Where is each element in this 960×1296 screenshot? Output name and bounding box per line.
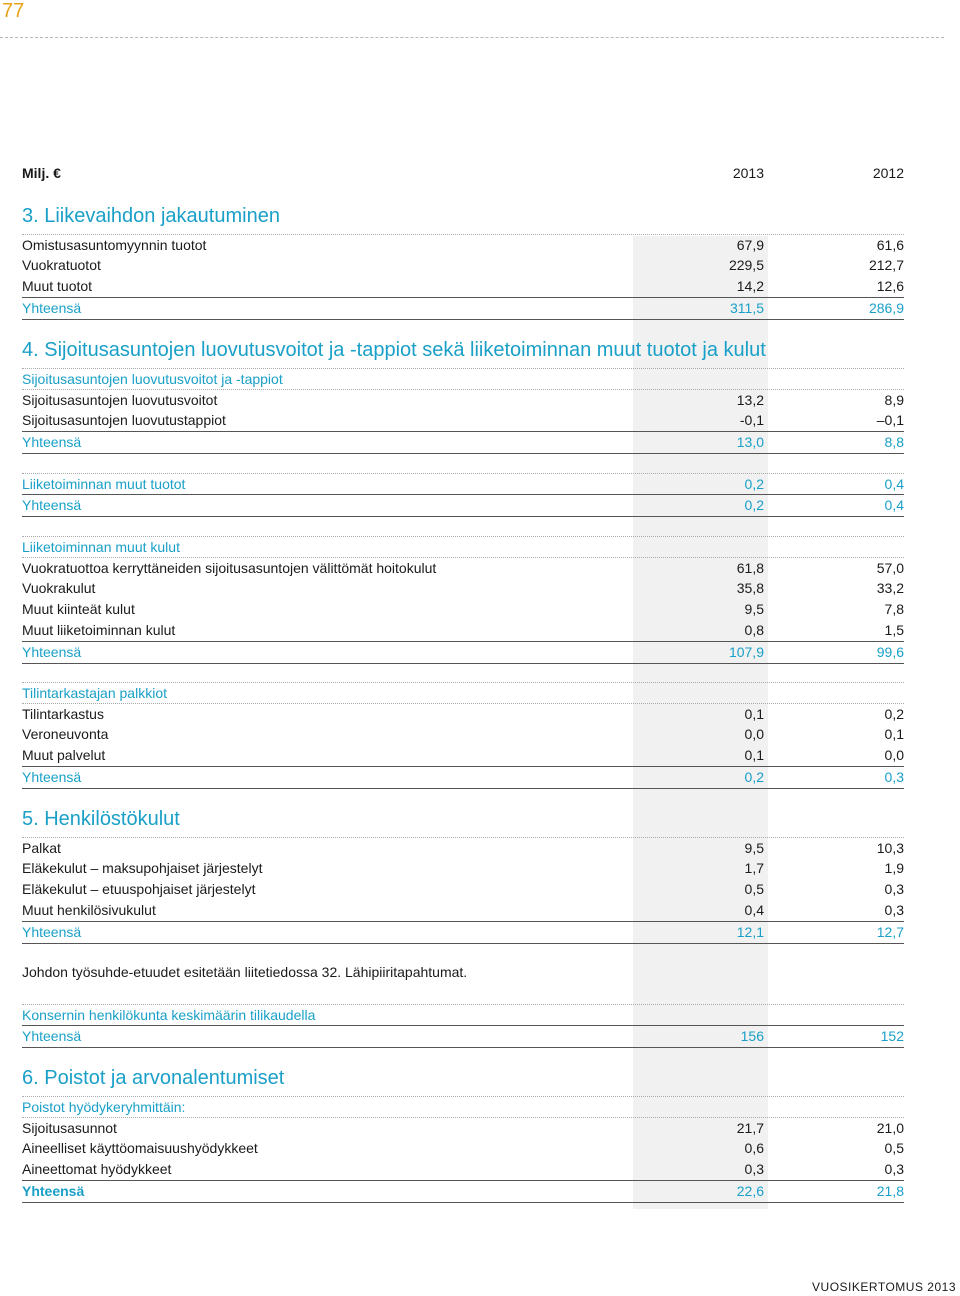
table-row: Muut palvelut 0,1 0,0 [22, 747, 904, 763]
table-row: Eläkekulut – etuuspohjaiset järjestelyt 0,5 0,3 [22, 881, 904, 897]
total-row: Yhteensä 12,1 12,7 [22, 921, 904, 944]
footer-label: VUOSIKERTOMUS 2013 [812, 1280, 956, 1294]
table-row: Sijoitusasuntojen luovutusvoitot 13,2 8,9 [22, 389, 904, 411]
table-row: Tilintarkastus 0,1 0,2 [22, 703, 904, 725]
top-divider [0, 37, 944, 38]
total-row: Yhteensä 311,5 286,9 [22, 297, 904, 320]
table-row: Muut kiinteät kulut 9,5 7,8 [22, 601, 904, 617]
table-row: Sijoitusasunnot 21,7 21,0 [22, 1117, 904, 1139]
year-2012-header: 2012 [872, 165, 904, 181]
table-row: Muut liiketoiminnan kulut 0,8 1,5 [22, 622, 904, 638]
table-row: Vuokrakulut 35,8 33,2 [22, 580, 904, 596]
subsection-title: Konsernin henkilökunta keskimäärin tilikaudella [22, 1004, 904, 1026]
total-row: Yhteensä 107,9 99,6 [22, 641, 904, 664]
total-row: Yhteensä 0,2 0,3 [22, 766, 904, 789]
table-row: Sijoitusasuntojen luovutustappiot -0,1 –0,1 [22, 412, 904, 428]
table-row: Muut tuotot 14,2 12,6 [22, 278, 904, 294]
footnote: Johdon työsuhde-etuudet esitetään liitetiedossa 32. Lähipiiritapahtumat. [22, 964, 468, 980]
table-row: Veroneuvonta 0,0 0,1 [22, 726, 904, 742]
unit-label: Milj. € [22, 165, 61, 181]
table-row: Omistusasuntomyynnin tuotot 67,9 61,6 [22, 234, 904, 256]
table-row: Vuokratuotot 229,5 212,7 [22, 257, 904, 273]
subsection-title: Sijoitusasuntojen luovutusvoitot ja -tappiot [22, 368, 904, 390]
table-row: Muut henkilösivukulut 0,4 0,3 [22, 902, 904, 918]
table-row: Eläkekulut – maksupohjaiset järjestelyt 1,7 1,9 [22, 860, 904, 876]
subsection-title: Liiketoiminnan muut kulut [22, 536, 904, 558]
section-4-title: 4. Sijoitusasuntojen luovutusvoitot ja -tappiot sekä liiketoiminnan muut tuotot ja kulut [22, 339, 766, 361]
section-6-title: 6. Poistot ja arvonalentumiset [22, 1067, 285, 1089]
subsection-title: Poistot hyödykeryhmittäin: [22, 1096, 904, 1118]
table-row: Aineettomat hyödykkeet 0,3 0,3 [22, 1161, 904, 1177]
table-row: Palkat 9,5 10,3 [22, 837, 904, 859]
column-header [22, 163, 904, 184]
total-row: Yhteensä 156 152 [22, 1025, 904, 1048]
table-row: Vuokratuottoa kerryttäneiden sijoitusasuntojen välittömät hoitokulut 61,8 57,0 [22, 557, 904, 579]
section-5-title: 5. Henkilöstökulut [22, 808, 180, 830]
table-row: Aineelliset käyttöomaisuushyödykkeet 0,6 0,5 [22, 1140, 904, 1156]
total-row: Yhteensä 0,2 0,4 [22, 494, 904, 517]
table-row: Liiketoiminnan muut tuotot 0,2 0,4 [22, 473, 904, 495]
section-3-title: 3. Liikevaihdon jakautuminen [22, 205, 280, 227]
page-number: 77 [2, 0, 25, 22]
total-row: Yhteensä 13,0 8,8 [22, 431, 904, 454]
total-row: Yhteensä 22,6 21,8 [22, 1180, 904, 1203]
year-2013-header: 2013 [732, 165, 764, 181]
subsection-title: Tilintarkastajan palkkiot [22, 682, 904, 704]
